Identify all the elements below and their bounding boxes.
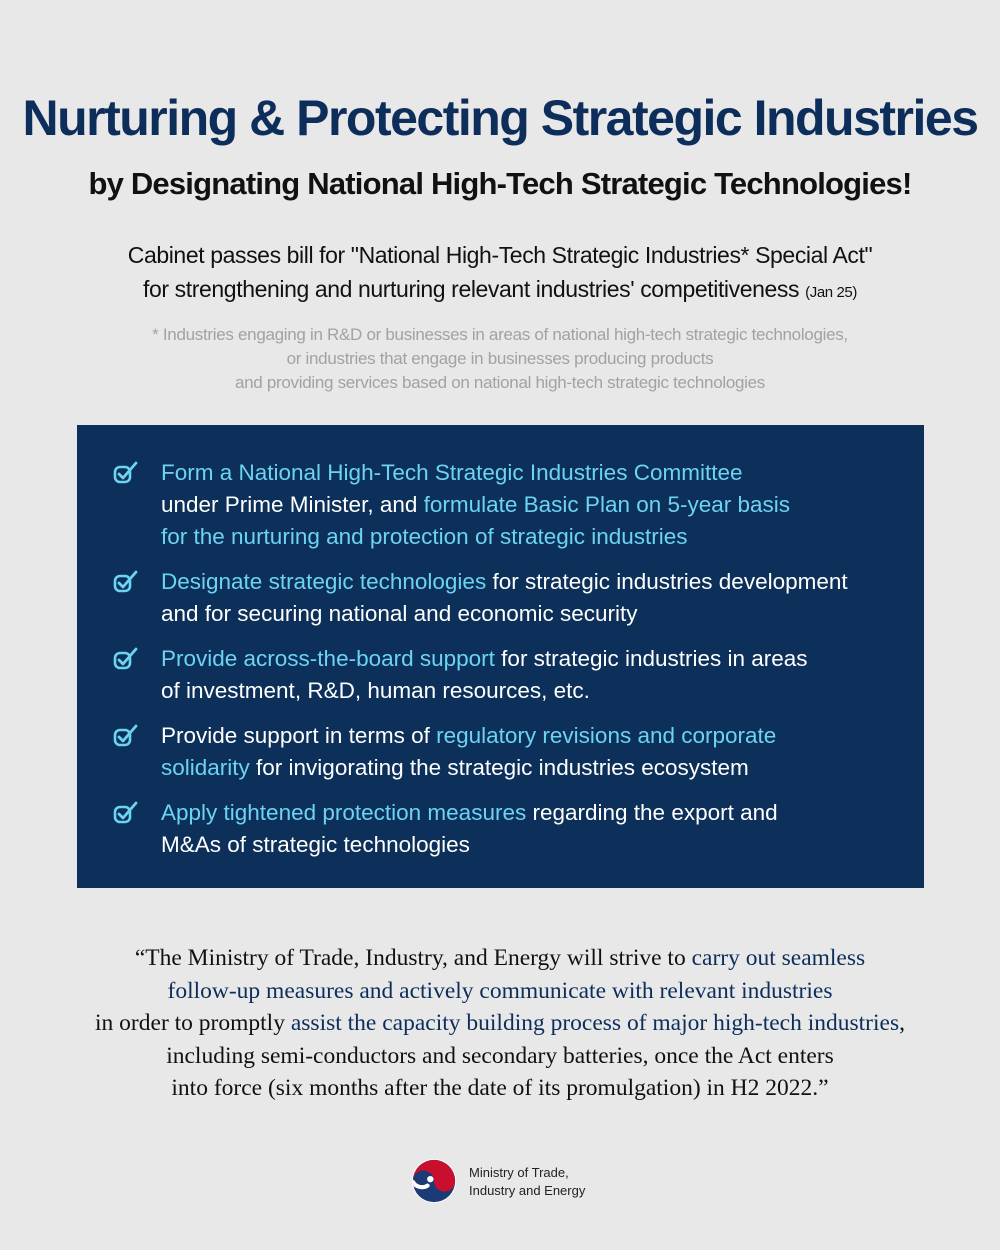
checkbox-checked-icon xyxy=(113,461,139,485)
quote-text-3a: in order to promptly xyxy=(95,1010,291,1036)
key-point-2-highlight-a: Designate strategic technologies xyxy=(161,569,487,594)
key-point-5-highlight-a: Apply tightened protection measures xyxy=(161,800,527,825)
key-point-1-highlight-d: for the nurturing and protection of strategic industries xyxy=(161,524,688,549)
key-point-4 xyxy=(161,720,881,784)
page-title: Nurturing & Protecting Strategic Industries xyxy=(22,90,978,146)
key-point-2-line-2: and for securing national and economic security xyxy=(161,601,638,626)
checkbox-checked-icon xyxy=(113,570,139,594)
quote-line-3 xyxy=(0,1007,1000,1040)
key-point-4-highlight-c: solidarity xyxy=(161,755,250,780)
key-point-3-highlight-a: Provide across-the-board support xyxy=(161,646,495,671)
quote-text-1a: “The Ministry of Trade, Industry, and Energy will strive to xyxy=(134,945,692,971)
footnote-line-1: * Industries engaging in R&D or businesses in areas of national high-tech strategic technologies, xyxy=(152,325,848,344)
key-point-3-text-b: for strategic industries in areas xyxy=(494,646,808,671)
lead-line-1: Cabinet passes bill for "National High-Tech Strategic Industries* Special Act" xyxy=(127,242,873,268)
quote-line-4: including semi-conductors and secondary batteries, once the Act enters xyxy=(166,1042,834,1069)
key-point-3 xyxy=(161,643,881,707)
key-point-2 xyxy=(161,566,881,630)
footnote xyxy=(0,323,1000,395)
lead-text xyxy=(0,238,1000,310)
key-point-1-line-2 xyxy=(161,489,881,521)
quote-line-2 xyxy=(0,975,1000,1008)
footnote-line-2: or industries that engage in businesses producing products xyxy=(286,349,714,368)
quote-highlight-3b: assist the capacity building process of major high-tech industries xyxy=(290,1010,900,1036)
key-point-1-line-1 xyxy=(161,457,881,489)
key-point-5 xyxy=(161,797,881,861)
taegeuk-logo-icon xyxy=(411,1158,457,1204)
key-point-4-highlight-b: regulatory revisions and corporate xyxy=(436,723,777,748)
ministry-name xyxy=(469,1164,585,1200)
key-point-4-text-a: Provide support in terms of xyxy=(161,723,437,748)
quote-highlight-2: follow-up measures and actively communicate with relevant industries xyxy=(167,977,833,1004)
key-point-1-highlight-c: formulate Basic Plan on 5-year basis xyxy=(423,492,791,517)
quote-line-1 xyxy=(0,942,1000,975)
quote-text-3c: , xyxy=(899,1010,905,1036)
key-point-2-text-b: for strategic industries development xyxy=(486,569,848,594)
key-point-3-line-2: of investment, R&D, human resources, etc. xyxy=(161,678,590,703)
key-point-5-line-2: M&As of strategic technologies xyxy=(161,832,470,857)
lead-date: (Jan 25) xyxy=(805,284,857,301)
key-point-4-text-d: for invigorating the strategic industries ecosystem xyxy=(249,755,749,780)
key-point-1-line-3 xyxy=(161,521,881,553)
quote-line-5: into force (six months after the date of its promulgation) in H2 2022.” xyxy=(171,1075,829,1101)
page-subtitle: by Designating National High-Tech Strategic Technologies! xyxy=(88,166,912,201)
key-point-4-line-1 xyxy=(161,720,881,752)
ministry-quote xyxy=(0,942,1000,1105)
key-point-1 xyxy=(161,457,881,553)
key-point-5-line-1 xyxy=(161,797,881,829)
key-point-1-text-b: under Prime Minister, and xyxy=(161,492,424,517)
key-point-2-line-1 xyxy=(161,566,881,598)
ministry-name-line-1: Ministry of Trade, xyxy=(469,1165,569,1180)
key-point-4-line-2 xyxy=(161,752,881,784)
checkbox-checked-icon xyxy=(113,647,139,671)
lead-line-2 xyxy=(0,272,1000,310)
key-point-5-text-b: regarding the export and xyxy=(526,800,778,825)
key-points-panel xyxy=(77,425,924,888)
key-point-1-highlight-a: Form a National High-Tech Strategic Industries Committee xyxy=(161,460,743,485)
quote-highlight-1b: carry out seamless xyxy=(691,945,866,971)
key-point-3-line-1 xyxy=(161,643,881,675)
checkbox-checked-icon xyxy=(113,724,139,748)
footnote-line-3: and providing services based on national high-tech strategic technologies xyxy=(234,373,765,392)
checkbox-checked-icon xyxy=(113,801,139,825)
lead-line-2-text: for strengthening and nurturing relevant industries' competitiveness xyxy=(143,276,800,302)
ministry-name-line-2: Industry and Energy xyxy=(469,1183,586,1198)
